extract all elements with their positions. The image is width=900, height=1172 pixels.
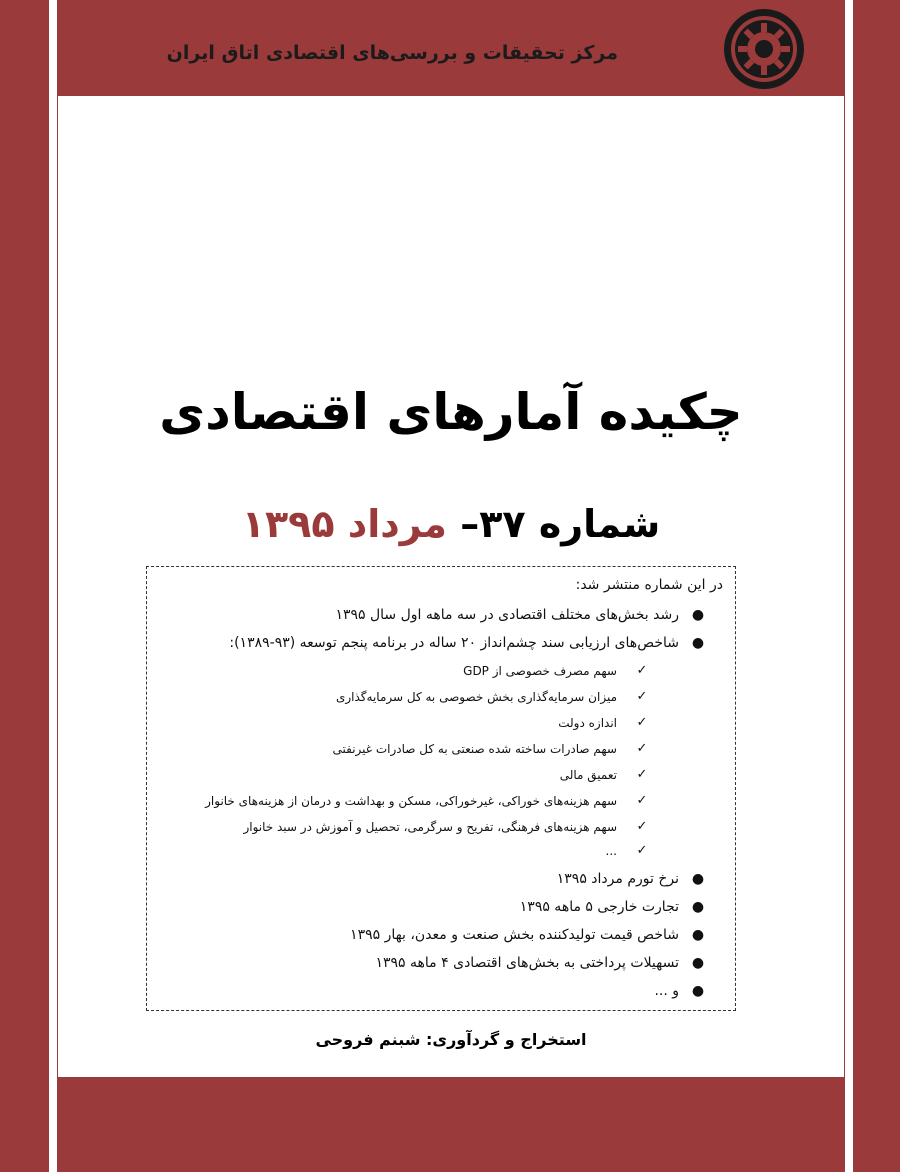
list-item-text: شاخص‌های ارزیابی سند چشم‌انداز ۲۰ ساله در برنامه پنجم توسعه (۹۳-۱۳۸۹): xyxy=(229,635,679,651)
list-item-text: رشد بخش‌های مختلف اقتصادی در سه ماهه اول سال ۱۳۹۵ xyxy=(335,607,679,623)
sub-list-item xyxy=(145,817,735,839)
report-title: چکیده آمارهای اقتصادی xyxy=(159,383,743,441)
right-gap-divider xyxy=(845,0,853,1172)
sub-list-item xyxy=(145,687,735,709)
right-border-strip xyxy=(853,96,900,1077)
checkmark-icon: ✓ xyxy=(636,793,648,808)
left-gap-divider xyxy=(49,0,57,1172)
issue-number: شماره ۳۷– xyxy=(460,502,661,546)
list-item xyxy=(145,953,735,975)
compiler-credit: استخراج و گردآوری: شبنم فروحی xyxy=(315,1030,587,1049)
sub-list-item xyxy=(145,841,735,863)
right-frame-line xyxy=(844,96,845,1077)
list-item-text: شاخص قیمت تولیدکننده بخش صنعت و معدن، بهار ۱۳۹۵ xyxy=(350,927,679,943)
contents-box xyxy=(146,566,736,1011)
list-item-text: تجارت خارجی ۵ ماهه ۱۳۹۵ xyxy=(519,899,679,915)
sub-list-item xyxy=(145,661,735,683)
sub-list-item xyxy=(145,739,735,761)
bottom-band xyxy=(0,1077,900,1172)
list-item xyxy=(145,925,735,947)
bullet-icon: ● xyxy=(691,955,705,971)
left-frame-line xyxy=(57,96,58,1077)
checkmark-icon: ✓ xyxy=(636,767,648,782)
bullet-icon: ● xyxy=(691,983,705,999)
checkmark-icon: ✓ xyxy=(636,715,648,730)
list-item xyxy=(145,897,735,919)
sub-list-item xyxy=(145,713,735,735)
sub-list-item-text: اندازه دولت xyxy=(558,716,617,730)
sub-list-item-text: سهم صادرات ساخته شده صنعتی به کل صادرات غیرنفتی xyxy=(332,742,617,756)
gear-emblem-icon xyxy=(713,6,815,92)
list-item-text: و ... xyxy=(654,983,679,999)
sub-list-item-text: سهم هزینه‌های فرهنگی، تفریح و سرگرمی، تحصیل و آموزش در سبد خانوار xyxy=(243,820,617,834)
sub-list-item xyxy=(145,765,735,787)
checkmark-icon: ✓ xyxy=(636,741,648,756)
sub-list-item-text: میزان سرمایه‌گذاری بخش خصوصی به کل سرمایه‌گذاری xyxy=(335,690,617,704)
checkmark-icon: ✓ xyxy=(636,689,648,704)
sub-list-item-text: تعمیق مالی xyxy=(559,768,617,782)
organization-name: مرکز تحقیقات و بررسی‌های اقتصادی اتاق ایران xyxy=(166,42,618,64)
sub-list-item-text: ... xyxy=(605,844,617,858)
bullet-icon: ● xyxy=(691,871,705,887)
bullet-icon: ● xyxy=(691,607,705,623)
issue-line xyxy=(57,502,845,548)
list-item xyxy=(145,633,735,655)
list-item-text: تسهیلات پرداختی به بخش‌های اقتصادی ۴ ماهه ۱۳۹۵ xyxy=(375,955,679,971)
sub-list-item-text: سهم مصرف خصوصی از GDP xyxy=(463,664,617,678)
left-border-strip xyxy=(0,96,49,1077)
issue-date: مرداد ۱۳۹۵ xyxy=(241,502,447,546)
bullet-icon: ● xyxy=(691,927,705,943)
checkmark-icon: ✓ xyxy=(636,663,648,678)
bullet-icon: ● xyxy=(691,899,705,915)
list-item xyxy=(145,605,735,627)
checkmark-icon: ✓ xyxy=(636,819,648,834)
checkmark-icon: ✓ xyxy=(636,843,648,858)
list-item-text: نرخ تورم مرداد ۱۳۹۵ xyxy=(556,871,679,887)
list-item xyxy=(145,981,735,1003)
contents-intro: در این شماره منتشر شد: xyxy=(575,577,723,593)
list-item xyxy=(145,869,735,891)
sub-list-item xyxy=(145,791,735,813)
bullet-icon: ● xyxy=(691,635,705,651)
sub-list-item-text: سهم هزینه‌های خوراکی، غیرخوراکی، مسکن و بهداشت و درمان از هزینه‌های خانوار xyxy=(205,794,617,808)
